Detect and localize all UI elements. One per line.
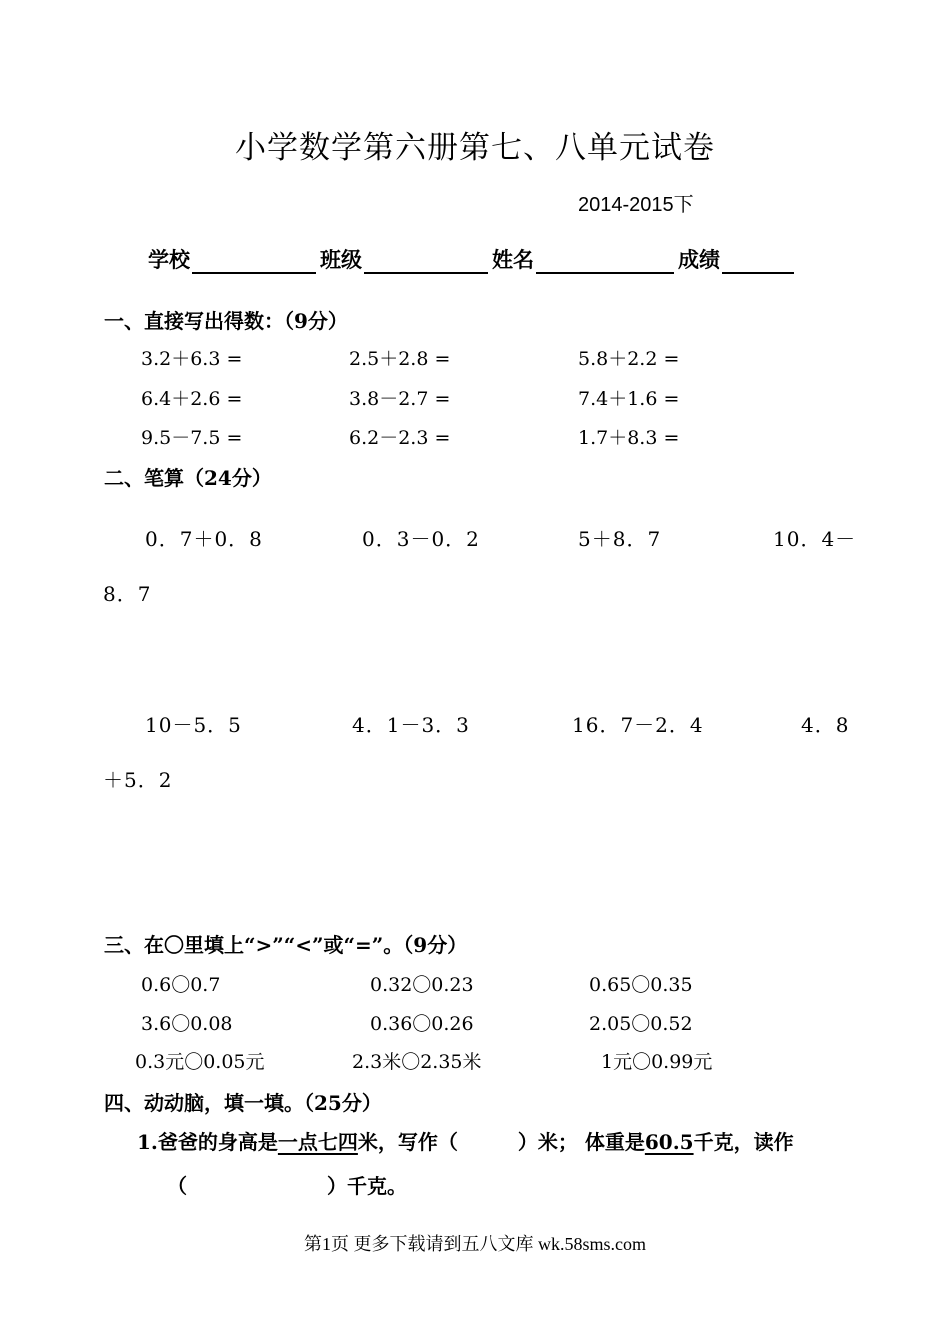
calc-item: 5.8＋2.2 = [578, 348, 680, 370]
calc-item: 9.5－7.5 = [141, 427, 243, 449]
compare-item: 1元〇0.99元 [601, 1051, 713, 1073]
section-2-heading: 二、笔算（24分） [104, 466, 272, 490]
compare-item: 2.05〇0.52 [589, 1013, 693, 1035]
compare-item: 0.6〇0.7 [141, 974, 221, 996]
compare-item: 3.6〇0.08 [141, 1013, 233, 1035]
question-1-underlined-weight: 60.5 [644, 1130, 694, 1154]
class-blank [364, 250, 488, 274]
written-calc-item: 16．7－2．4 [572, 713, 704, 737]
question-1-part: 米，写作（ ）米； 体重是 [357, 1130, 645, 1154]
section-4-heading: 四、动动脑，填一填。（25分） [104, 1091, 382, 1115]
compare-item: 0.65〇0.35 [589, 974, 693, 996]
page-footer: 第1页 更多下载请到五八文库 wk.58sms.com [304, 1234, 646, 1254]
written-calc-wrap: 8．7 [103, 582, 152, 606]
name-label: 姓名 [492, 247, 534, 272]
school-blank [192, 250, 316, 274]
compare-item: 0.3元〇0.05元 [135, 1051, 265, 1073]
written-calc-item: 10－5．5 [145, 713, 242, 737]
calc-item: 7.4＋1.6 = [578, 388, 680, 410]
written-calc-item: 0．3－0．2 [362, 527, 480, 551]
compare-item: 0.32〇0.23 [370, 974, 474, 996]
written-calc-wrap: ＋5．2 [103, 768, 173, 792]
written-calc-item: 10．4－ [773, 527, 857, 551]
score-blank [722, 250, 794, 274]
calc-item: 2.5＋2.8 = [349, 348, 451, 370]
school-label: 学校 [148, 247, 190, 272]
written-calc-item: 4．1－3．3 [352, 713, 470, 737]
question-1 [137, 1126, 794, 1155]
question-1-underlined-height: 一点七四 [277, 1130, 358, 1154]
calc-item: 1.7＋8.3 = [578, 427, 680, 449]
question-1-part: 千克，读作 [693, 1130, 794, 1154]
written-calc-item: 5＋8．7 [578, 527, 662, 551]
section-1-heading: 一、直接写出得数：（9分） [104, 309, 348, 333]
calc-item: 3.8－2.7 = [349, 388, 451, 410]
name-blank [536, 250, 674, 274]
calc-item: 6.2－2.3 = [349, 427, 451, 449]
calc-item: 3.2＋6.3 = [141, 348, 243, 370]
compare-item: 0.36〇0.26 [370, 1013, 474, 1035]
calc-item: 6.4＋2.6 = [141, 388, 243, 410]
section-3-heading: 三、在〇里填上“>”“<”或“=”。（9分） [104, 933, 468, 957]
class-label: 班级 [320, 247, 362, 272]
score-label: 成绩 [678, 247, 720, 272]
exam-title: 小学数学第六册第七、八单元试卷 [235, 130, 715, 166]
question-1-part: 1.爸爸的身高是 [137, 1130, 278, 1154]
question-1-line-2: （ ）千克。 [167, 1174, 407, 1198]
written-calc-item: 4．8 [801, 713, 850, 737]
term-label: 2014-2015下 [578, 194, 694, 216]
student-info-row [148, 244, 798, 274]
written-calc-item: 0．7＋0．8 [145, 527, 263, 551]
compare-item: 2.3米〇2.35米 [352, 1051, 482, 1073]
